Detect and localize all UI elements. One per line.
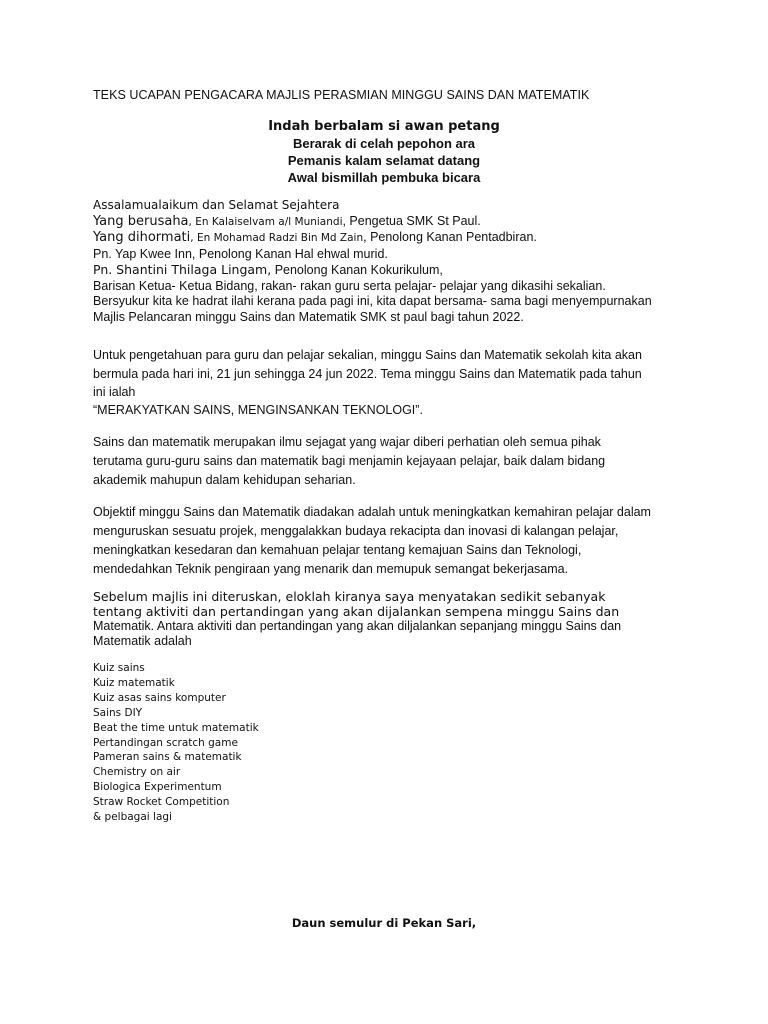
greeting-line: Barisan Ketua- Ketua Bidang, rakan- rakan guru serta pelajar- pelajar yang dikasihi sekalian. [93,278,606,293]
greeting-name: , En Mohamad Radzi Bin Md Zain [190,232,364,244]
paragraph-objectives [93,503,693,579]
paragraph-line: menguruskan sesuatu projek, menggalakkan budaya rekacipta dan inovasi di kalangan pelajar, [93,524,619,538]
list-item: & pelbagai lagi [93,811,172,824]
greeting-prefix: Yang berusaha [93,213,189,229]
list-item: Chemistry on air [93,766,181,779]
salam-line: Assalamualaikum dan Selamat Sejahtera [93,198,340,212]
paragraph-line: Objektif minggu Sains dan Matematik diadakan adalah untuk meningkatkan kemahiran pelajar dalam [93,505,651,519]
paragraph-line: mendedahkan Teknik pengiraan yang menarik dan memupuk semangat bekerjasama. [93,562,569,576]
theme-line: “MERAKYATKAN SAINS, MENGINSANKAN TEKNOLOGI”. [93,403,423,417]
paragraph-line: meningkatkan kesedaran dan kemahuan pelajar tentang kemajuan Sains dan Teknologi, [93,543,582,557]
paragraph-line: Matematik adalah [93,633,192,648]
greeting-line: Majlis Pelancaran minggu Sains dan Matematik SMK st paul bagi tahun 2022. [93,309,524,324]
paragraph-line: bermula pada hari ini, 21 jun sehingga 24 jun 2022. Tema minggu Sains dan Matematik pada tahun [93,367,642,381]
activities-list [93,661,259,825]
paragraph-activities-intro [93,590,693,648]
list-item: Pameran sains & matematik [93,751,242,764]
greeting-line [93,214,693,231]
document-title: TEKS UCAPAN PENGACARA MAJLIS PERASMIAN MINGGU SAINS DAN MATEMATIK [93,88,590,102]
greeting-block [93,198,693,325]
greeting-name: Pn. Shantini Thilaga Lingam, [93,262,272,277]
greeting-line: Bersyukur kita ke hadrat ilahi kerana pada pagi ini, kita dapat bersama- sama bagi menyempurnakan [93,294,652,308]
paragraph-line: tentang aktiviti dan pertandingan yang akan dijalankan sempena minggu Sains dan [93,603,620,619]
list-item: Straw Rocket Competition [93,796,230,809]
paragraph-line: Matematik. Antara aktiviti dan pertandingan yang akan diljalankan sepanjang minggu Sains dan [93,619,622,633]
list-item: Biologica Experimentum [93,781,222,794]
greeting-prefix: Yang dihormati [93,230,191,245]
closing-pantun-line: Daun semulur di Pekan Sari, [291,916,477,930]
greeting-role: , Pengetua SMK St Paul. [342,213,481,228]
list-item: Kuiz asas sains komputer [93,691,226,704]
greeting-name: , En Kalaiselvam a/l Muniandi [188,215,343,228]
paragraph-line: Untuk pengetahuan para guru dan pelajar sekalian, minggu Sains dan Matematik sekolah kita akan [93,348,642,362]
list-item: Kuiz matematik [93,676,175,689]
greeting-role: Penolong Kanan Kokurikulum, [271,263,443,277]
greeting-line [93,230,693,247]
pantun-line: Pemanis kalam selamat datang [287,153,481,168]
pantun-line: Indah berbalam si awan petang [268,119,500,134]
pantun-line: Berarak di celah pepohon ara [292,136,476,151]
pantun-line: Awal bismillah pembuka bicara [287,170,481,185]
opening-pantun [0,118,768,186]
paragraph-intro [93,346,693,420]
list-item: Pertandingan scratch game [93,736,238,749]
paragraph-line: terutama guru-guru sains dan matematik bagi menjamin kejayaan pelajar, baik dalam bidang [93,454,606,468]
list-item: Sains DIY [93,706,143,719]
paragraph-line: akademik mahupun dalam kehidupan seharian. [93,473,356,487]
list-item: Beat the time untuk matematik [93,721,259,734]
greeting-line [93,262,693,279]
paragraph-line: Sebelum majlis ini diteruskan, eloklah kiranya saya menyatakan sedikit sebanyak [93,589,606,604]
greeting-line: Pn. Yap Kwee Inn, Penolong Kanan Hal ehwal murid. [93,246,388,261]
paragraph-line: ini ialah [93,385,136,399]
greeting-role: , Penolong Kanan Pentadbiran. [363,230,537,244]
paragraph-line: Sains dan matematik merupakan ilmu sejagat yang wajar diberi perhatian oleh semua pihak [93,435,601,449]
paragraph-importance [93,433,693,490]
list-item: Kuiz sains [93,662,145,674]
